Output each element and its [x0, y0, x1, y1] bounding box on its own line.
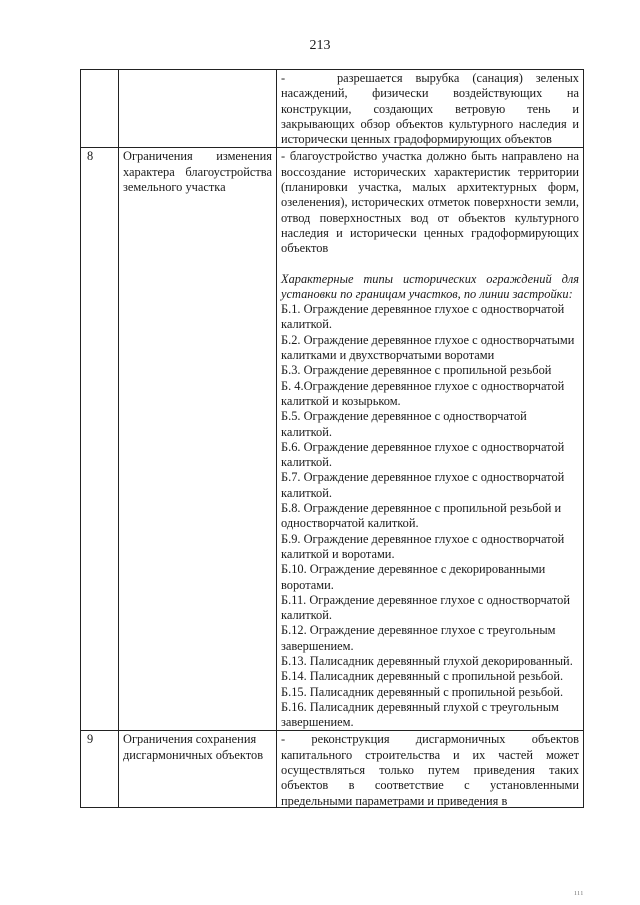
list-item: Б.15. Палисадник деревянный с пропильной резьбой. — [281, 684, 564, 699]
list-item: Б.1. Ограждение деревянное глухое с одностворчатой калиткой. — [281, 302, 565, 332]
restriction-name: Ограничения изменения характера благоустройства земельного участка — [119, 148, 277, 731]
page-number: 213 — [309, 38, 331, 53]
list-item: Б.14. Палисадник деревянный с пропильной резьбой. — [281, 669, 564, 684]
list-item: Б.16. Палисадник деревянный глухой с треугольным завершением. — [281, 699, 559, 730]
list-item: Б.11. Ограждение деревянное глухое с одностворчатой калиткой. — [281, 592, 570, 623]
list-item: Б.10. Ограждение деревянное с декорированными воротами. — [281, 562, 546, 592]
corner-mark: ııı — [574, 888, 584, 897]
table-row — [81, 731, 584, 808]
restriction-name — [119, 70, 277, 148]
restriction-name: Ограничения сохранения дисгармоничных объектов — [119, 731, 277, 808]
restriction-text-cell — [277, 148, 584, 731]
row-number: 9 — [81, 731, 119, 808]
list-item: Б.12. Ограждение деревянное глухое с треугольным завершением. — [281, 623, 556, 653]
restriction-text: - реконструкция дисгармоничных объектов капитального строительства и их частей может осуществляться только путем приведения таких объектов в соответствие с установленными предельными параметрами и приведения в — [281, 732, 579, 808]
fence-types-heading: Характерные типы исторических ограждений для установки по границам участков, по линии застройки: — [281, 271, 579, 301]
list-item: Б.7. Ограждение деревянное глухое с одностворчатой калиткой. — [281, 470, 565, 500]
list-item: Б.3. Ограждение деревянное с пропильной резьбой — [281, 363, 552, 378]
table-row — [81, 148, 584, 731]
row-number: 8 — [81, 148, 119, 731]
row-number — [81, 70, 119, 148]
list-item: Б.6. Ограждение деревянное глухое с одностворчатой калиткой. — [281, 439, 565, 470]
list-item: Б.9. Ограждение деревянное глухое с одностворчатой калиткой и воротами. — [281, 531, 565, 561]
restrictions-table — [80, 69, 584, 808]
fence-types-list — [281, 302, 579, 730]
list-item: Б.8. Ограждение деревянное с пропильной резьбой и одностворчатой калиткой. — [281, 501, 562, 531]
list-item: Б.2. Ограждение деревянное глухое с одностворчатыми калитками и двухстворчатыми воротами — [281, 332, 575, 363]
list-item: Б.5. Ограждение деревянное с одностворчатой калиткой. — [281, 409, 527, 439]
restriction-text-cell — [277, 731, 584, 808]
restriction-text: - благоустройство участка должно быть направлено на воссоздание исторических характеристик территории (планировки участка, малых архитектурных форм, озеленения), исторических отметок поверхности земли, отвод поверхностных вод от объектов культурного наследия и исторически ценных градоформирующих объектов — [281, 149, 579, 256]
list-item: Б. 4.Ограждение деревянное глухое с одностворчатой калиткой и козырьком. — [281, 378, 565, 408]
restriction-text: - разрешается вырубка (санация) зеленых насаждений, физически воздействующих на конструкции, создающих ветровую тень и закрывающих обзор объектов культурного наследия и исторически ценных градоформирующих объектов — [277, 70, 584, 148]
table-row — [81, 70, 584, 148]
list-item: Б.13. Палисадник деревянный глухой декорированный. — [281, 653, 573, 668]
